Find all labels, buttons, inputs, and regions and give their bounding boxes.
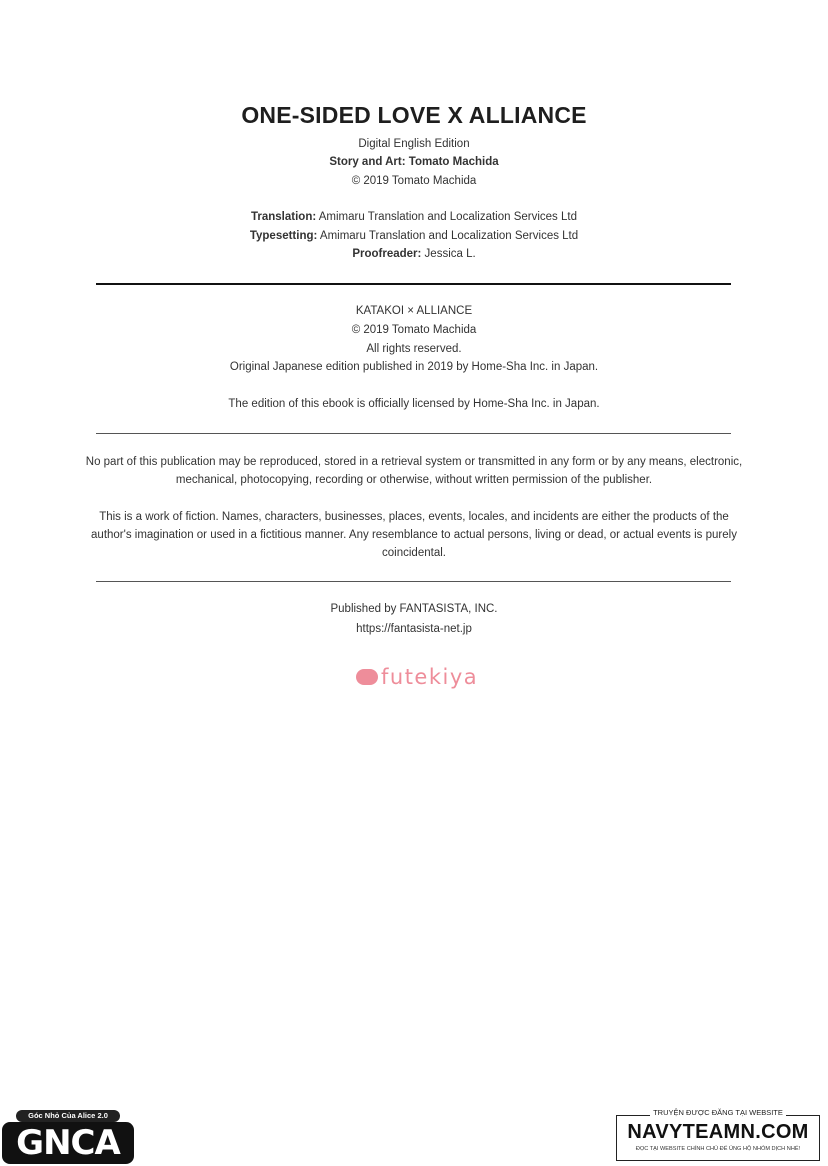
original-title: KATAKOI × ALLIANCE bbox=[355, 305, 473, 317]
futekiya-wordmark: futekiya bbox=[381, 665, 479, 689]
rights-line: All rights reserved. bbox=[366, 343, 462, 355]
navyteamn-header bbox=[616, 1108, 820, 1117]
divider bbox=[96, 581, 731, 582]
copyright-line: © 2019 Tomato Machida bbox=[351, 175, 477, 187]
navyteamn-subline: ĐỌC TẠI WEBSITE CHÍNH CHỦ ĐỂ ỦNG HỘ NHÓM DỊCH NHÉ! bbox=[635, 1146, 801, 1152]
translation-credit bbox=[0, 211, 828, 223]
divider-thick bbox=[96, 283, 731, 285]
original-copyright: © 2019 Tomato Machida bbox=[351, 324, 477, 336]
navyteamn-name: NAVYTEAMN.COM bbox=[627, 1121, 809, 1143]
story-art-line: Story and Art: Tomato Machida bbox=[329, 156, 499, 168]
license-line: The edition of this ebook is officially licensed by Home-Sha Inc. in Japan. bbox=[228, 398, 600, 410]
heart-icon bbox=[356, 669, 378, 685]
publisher-url: https://fantasista-net.jp bbox=[356, 623, 472, 635]
reproduction-notice: No part of this publication may be reproduced, stored in a retrieval system or transmitted in any form or by any means, electronic, mechanical, photocopying, recording or otherwise, without written permission of the publisher. bbox=[85, 456, 743, 486]
book-title: ONE-SIDED LOVE X ALLIANCE bbox=[241, 102, 587, 128]
original-published-line: Original Japanese edition published in 2019 by Home-Sha Inc. in Japan. bbox=[229, 361, 599, 373]
futekiya-logo bbox=[356, 664, 478, 690]
proofreader-credit bbox=[0, 248, 828, 260]
gnca-watermark bbox=[2, 1108, 134, 1166]
gnca-logo: GNCA bbox=[2, 1122, 134, 1164]
gnca-tagline: Góc Nhỏ Của Alice 2.0 bbox=[16, 1110, 120, 1122]
typesetting-value: Amimaru Translation and Localization Services Ltd bbox=[319, 230, 579, 242]
edition-line: Digital English Edition bbox=[358, 138, 470, 150]
translation-value: Amimaru Translation and Localization Services Ltd bbox=[318, 211, 577, 223]
navyteamn-header-text: TRUYỆN ĐƯỢC ĐĂNG TẠI WEBSITE bbox=[650, 1108, 786, 1117]
divider bbox=[96, 433, 731, 434]
proofreader-value: Jessica L. bbox=[424, 248, 476, 260]
fiction-notice: This is a work of fiction. Names, characters, businesses, places, events, locales, and incidents are either the products of the author's imagination or used in a fictitious manner. Any resemblance to actual persons, living or dead, or actual events is purely coincidental. bbox=[91, 511, 737, 559]
typesetting-credit bbox=[0, 230, 828, 242]
typesetting-label: Typesetting: bbox=[249, 230, 318, 242]
publisher-line: Published by FANTASISTA, INC. bbox=[330, 603, 498, 615]
translation-label: Translation: bbox=[251, 211, 317, 223]
proofreader-label: Proofreader: bbox=[352, 248, 422, 260]
navyteamn-watermark bbox=[616, 1108, 820, 1162]
